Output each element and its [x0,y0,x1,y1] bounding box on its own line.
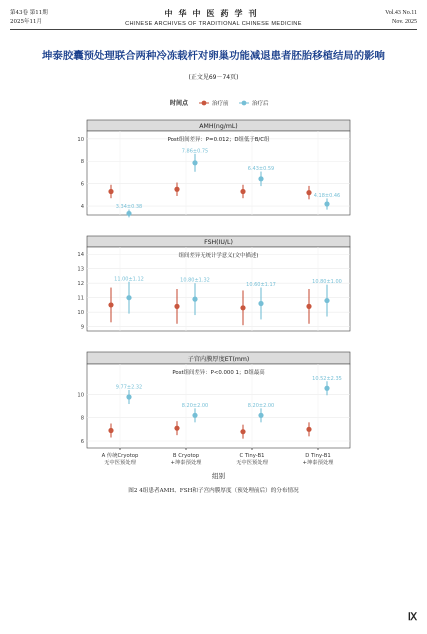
point-pre [306,304,311,309]
volume-cn: 第43卷 第11期 [10,10,48,16]
point-post [192,160,197,165]
journal-name-en: CHINESE ARCHIVES OF TRADITIONAL CHINESE MEDICINE [125,21,302,27]
point-pre [174,304,179,309]
data-label-post: 9.77±2.32 [115,384,143,391]
x-axis-label: 组别 [212,472,225,480]
y-tick-label: 4 [80,204,84,211]
x-tick-label: C Tiny-B1 [239,453,265,459]
legend-marker-pre [202,101,207,106]
data-label-post: 10.60±1.17 [246,282,276,289]
journal-name-cn: 中华中医药学刊 [164,8,263,18]
point-post [324,386,329,391]
x-tick-label: D Tiny-B1 [305,453,331,459]
x-tick-label: +坤泰预处理 [170,460,202,466]
data-label-post: 7.86±0.75 [181,148,209,155]
legend-marker-post [242,101,247,106]
y-tick-label: 10 [77,392,84,399]
data-label-post: 10.52±2.35 [312,375,342,382]
point-pre [306,190,311,195]
panel-plot-area-2 [87,247,350,331]
data-label-post: 10.80±1.32 [180,277,210,284]
date-cn: 2025年11月 [10,19,42,25]
header-rule [10,29,417,30]
point-pre [108,302,113,307]
x-tick-label: 无中医预处理 [236,460,268,466]
x-tick-label: +坤泰预处理 [302,460,334,466]
legend-label-pre: 治疗前 [212,101,229,107]
point-post [192,413,197,418]
point-pre [108,428,113,433]
y-tick-label: 12 [77,281,84,288]
point-post [324,298,329,303]
y-tick-label: 10 [77,310,84,317]
x-tick-label: A 传统Cryotop [101,453,139,459]
data-label-post: 8.20±2.00 [181,402,209,409]
article-title: 坤泰胶囊预处理联合两种冷冻载杆对卵巢功能减退患者胚胎移植结局的影响 [42,50,385,62]
point-pre [240,429,245,434]
y-tick-label: 11 [77,295,84,302]
panel-annotation-3: Post组间差异：P<0.000 1；D组最高 [172,370,265,376]
point-post [126,211,131,216]
point-post [258,301,263,306]
panel-annotation-1: Post组间差异：P=0.012；D组低于B/C组 [167,137,270,143]
point-pre [240,189,245,194]
figure-caption: 图2 4组患者AMH、FSH和子宫内膜厚度（预处理前后）的分布情况 [128,488,299,494]
header-right [385,9,417,27]
panel-title-3: 子宫内膜厚度ET(mm) [187,356,250,363]
point-pre [174,426,179,431]
panel-plot-area-1 [87,131,350,215]
y-tick-label: 8 [80,159,84,166]
point-post [126,394,131,399]
volume-en: Vol.43 No.11 [385,10,417,16]
journal-header [0,0,427,40]
data-label-post: 8.20±2.00 [247,402,275,409]
data-label-post: 10.80±1.00 [312,279,342,286]
point-pre [108,189,113,194]
figure-chart [0,88,427,488]
header-center [0,8,427,27]
data-label-post: 6.43±0.59 [247,166,275,173]
data-label-post: 11.00±1.12 [114,276,144,283]
legend-title: 时间点 [170,100,189,107]
x-tick-label: 无中医预处理 [104,460,136,466]
y-tick-label: 13 [77,266,84,273]
x-tick-label: B Cryotop [172,453,200,459]
point-post [324,201,329,206]
y-tick-label: 9 [80,324,84,331]
y-tick-label: 10 [77,136,84,143]
point-pre [240,305,245,310]
point-pre [306,427,311,432]
y-tick-label: 14 [77,252,84,259]
date-en: Nov. 2025 [392,19,417,25]
legend-label-post: 治疗后 [252,101,269,107]
point-post [126,295,131,300]
panel-annotation-2: 组间差异无统计学意义(文中描述) [178,253,259,259]
panel-title-2: FSH(IU/L) [204,239,233,246]
continuation-note: (正文见69－74页) [188,74,239,81]
page-number: Ⅸ [407,612,417,623]
data-label-post: 3.34±0.38 [115,204,143,211]
data-label-post: 4.18±0.46 [313,192,341,199]
point-post [192,297,197,302]
y-tick-label: 8 [80,415,84,422]
point-post [258,413,263,418]
point-post [258,176,263,181]
y-tick-label: 6 [80,181,84,188]
panel-title-1: AMH(ng/mL) [199,123,238,130]
point-pre [174,187,179,192]
panel-plot-area-3 [87,364,350,448]
y-tick-label: 6 [80,439,84,445]
